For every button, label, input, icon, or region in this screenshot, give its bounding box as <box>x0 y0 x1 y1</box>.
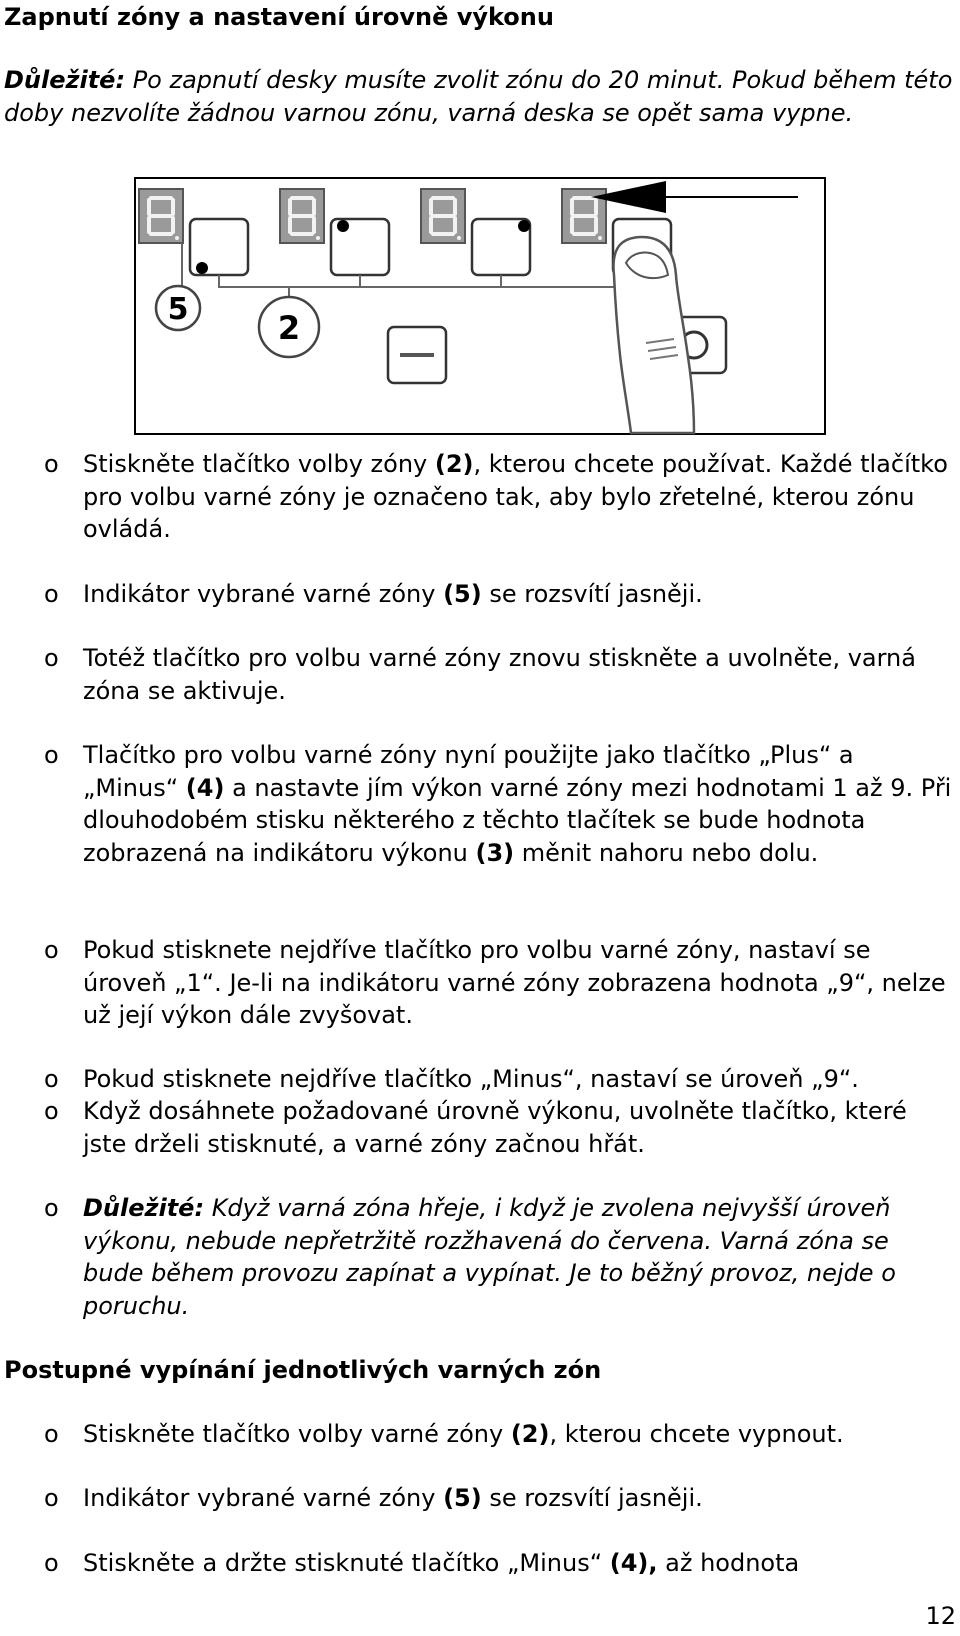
bullet-marker: o <box>44 1194 59 1222</box>
list-item-text: Stiskněte a držte stisknuté tlačítko „Minus“ (4), až hodnota <box>83 1549 800 1577</box>
bullet-marker: o <box>44 1484 59 1512</box>
list-item-text: Pokud stisknete nejdříve tlačítko „Minus“, nastaví se úroveň „9“. <box>83 1065 859 1093</box>
bullet-marker: o <box>44 1420 59 1448</box>
zone-indicator-dot-1 <box>196 262 208 274</box>
bullet-marker: o <box>44 1065 59 1093</box>
bullet-marker: o <box>44 644 59 672</box>
list-item-text: Stiskněte tlačítko volby varné zóny (2), kterou chcete vypnout. <box>83 1420 844 1448</box>
page-number: 12 <box>925 1602 956 1630</box>
section-heading-zone-power: Zapnutí zóny a nastavení úrovně výkonu <box>4 3 554 31</box>
zone-indicator-dot-2 <box>337 220 349 232</box>
bullet-marker: o <box>44 741 59 769</box>
control-panel-figure <box>134 177 826 435</box>
svg-text:5: 5 <box>167 292 189 327</box>
zone-indicator-dot-3 <box>518 220 530 232</box>
list-item-text: Indikátor vybrané varné zóny (5) se rozsvítí jasněji. <box>83 1484 703 1512</box>
zone-display-3 <box>421 189 465 243</box>
important-text: Po zapnutí desky musíte zvolit zónu do 20 minut. Pokud během této doby nezvolíte žádnou varnou zónu, varná deska se opět sama vypne. <box>4 66 953 127</box>
svg-text:2: 2 <box>277 309 301 347</box>
callout-2 <box>259 297 319 357</box>
zone-display-2 <box>280 189 324 243</box>
bullet-marker: o <box>44 936 59 964</box>
list-item-text: Totéž tlačítko pro volbu varné zóny znovu stiskněte a uvolněte, varná zóna se aktivuje. <box>83 644 916 705</box>
list-item-text: Pokud stisknete nejdříve tlačítko pro volbu varné zóny, nastaví se úroveň „1“. Je-li na indikátoru varné zóny zobrazena hodnota „9“, nelze už její výkon dále zvyšovat. <box>83 936 946 1029</box>
list-item-text: Stiskněte tlačítko volby zóny (2), kterou chcete používat. Každé tlačítko pro volbu varné zóny je označeno tak, aby bylo zřetelné, kterou zónu ovládá. <box>83 450 948 543</box>
section-heading-zone-off: Postupné vypínání jednotlivých varných zón <box>4 1356 602 1384</box>
bullet-marker: o <box>44 580 59 608</box>
minus-button[interactable] <box>388 327 446 383</box>
important-note <box>4 64 954 129</box>
bullet-marker: o <box>44 450 59 478</box>
bullet-marker: o <box>44 1097 59 1125</box>
bullet-marker: o <box>44 1549 59 1577</box>
list-item-text: Indikátor vybrané varné zóny (5) se rozsvítí jasněji. <box>83 580 703 608</box>
list-item-text: Když dosáhnete požadované úrovně výkonu, uvolněte tlačítko, které jste drželi stisknuté, a varné zóny začnou hřát. <box>83 1097 907 1158</box>
list-item-text: Důležité: Když varná zóna hřeje, i když je zvolena nejvyšší úroveň výkonu, nebude nepřetržitě rozžhavená do červena. Varná zóna se bude během provozu zapínat a vypínat. Je to běžný provoz, nejde o poruchu. <box>83 1194 896 1320</box>
callout-5 <box>156 286 200 330</box>
important-label: Důležité: <box>4 66 126 94</box>
list-item-text: Tlačítko pro volbu varné zóny nyní použijte jako tlačítko „Plus“ a „Minus“ (4) a nastavte jím výkon varné zóny mezi hodnotami 1 až 9. Při dlouhodobém stisku některého z těchto tlačítek se bude hodnota zobrazená na indikátoru výkonu (3) měnit nahoru nebo dolu. <box>83 741 952 867</box>
zone-display-1 <box>139 189 183 243</box>
